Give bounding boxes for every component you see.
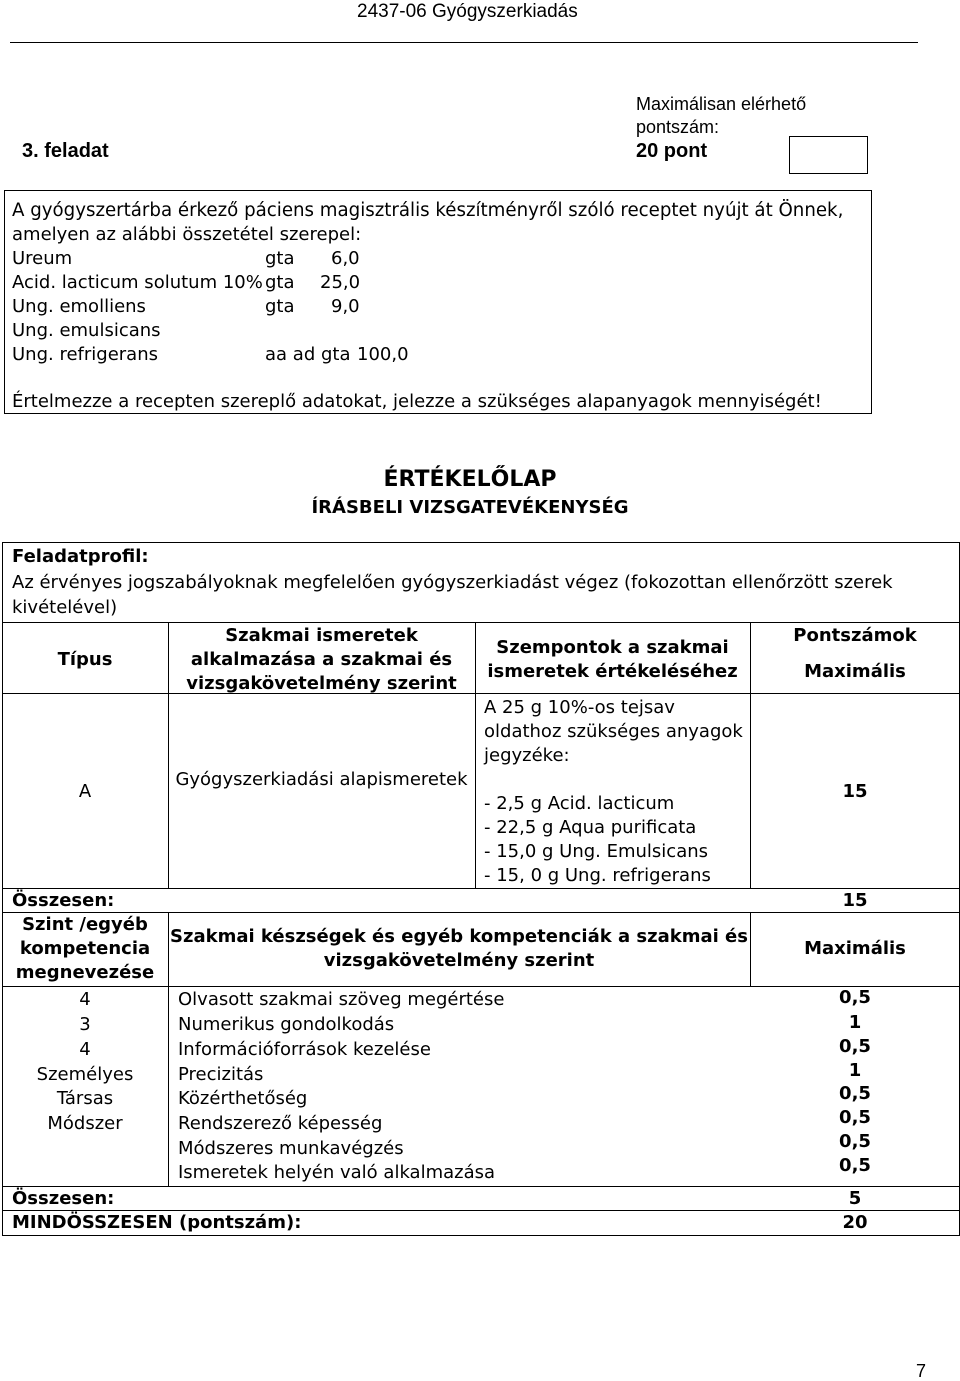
- prescription-intro-2: amelyen az alábbi összetétel szerepel:: [12, 224, 362, 245]
- grid-line: [2, 693, 960, 694]
- ingredient-name: Ureum: [12, 248, 73, 269]
- criteria-line: jegyzéke:: [484, 745, 570, 766]
- total-value: 20: [842, 1212, 868, 1233]
- ingredient-unit: aa ad gta: [265, 344, 351, 365]
- skill-name: Rendszerező képesség: [178, 1113, 383, 1134]
- skill-points: 0,5: [839, 1107, 871, 1128]
- skill-name: Olvasott szakmai szöveg megértése: [178, 989, 505, 1010]
- skill-points: 1: [848, 1012, 862, 1033]
- max-points-value: 20 pont: [636, 140, 708, 162]
- skill-points: 0,5: [839, 1155, 871, 1176]
- skill-name: Közérthetőség: [178, 1088, 308, 1109]
- ingredient-unit: gta: [265, 296, 295, 317]
- max-points-label-2: pontszám:: [636, 117, 720, 137]
- skill-name: Precizitás: [178, 1064, 264, 1085]
- criteria-line: oldathoz szükséges anyagok: [484, 721, 743, 742]
- sum2-label: Összesen:: [12, 1188, 115, 1209]
- skill-points: 0,5: [839, 1036, 871, 1057]
- ingredient-name: Ung. emulsicans: [12, 320, 161, 341]
- row-type: A: [78, 781, 92, 802]
- skills-head-mid: Szakmai készségek és egyéb kompetenciák a szakmai és: [170, 926, 748, 947]
- skill-name: Információforrások kezelése: [178, 1039, 431, 1060]
- ingredient-name: Acid. lacticum solutum 10%: [12, 272, 263, 293]
- skill-points: 0,5: [839, 1131, 871, 1152]
- ingredient-amount: 25,0: [320, 272, 361, 293]
- skill-name: Ismeretek helyén való alkalmazása: [178, 1162, 496, 1183]
- ingredient-name: Ung. emolliens: [12, 296, 146, 317]
- prescription-intro-1: A gyógyszertárba érkező páciens magisztrális készítményről szóló receptet nyújt át Önnek,: [12, 200, 844, 221]
- skill-level: 4: [79, 1039, 91, 1060]
- skill-level: 3: [79, 1014, 91, 1035]
- skill-name: Módszeres munkavégzés: [178, 1138, 404, 1159]
- ingredient-amount: 9,0: [331, 296, 360, 317]
- grid-line: [2, 622, 960, 623]
- skill-level: 4: [79, 989, 91, 1010]
- sum1-label: Összesen:: [12, 890, 115, 911]
- criteria-line: - 2,5 g Acid. lacticum: [484, 793, 675, 814]
- ingredient-amount: 100,0: [357, 344, 409, 365]
- score-input-box[interactable]: [789, 136, 868, 174]
- row-topic: Gyógyszerkiadási alapismeretek: [175, 769, 468, 790]
- skill-level: Személyes: [36, 1064, 134, 1085]
- sum1-value: 15: [842, 890, 868, 911]
- col-head-tipus: Típus: [57, 649, 113, 670]
- eval-title: ÉRTÉKELŐLAP: [383, 467, 557, 492]
- max-points-label-1: Maximálisan elérhető: [636, 94, 807, 114]
- criteria-line: A 25 g 10%-os tejsav: [484, 697, 675, 718]
- skill-points: 0,5: [839, 1083, 871, 1104]
- prescription-instruction: Értelmezze a recepten szereplő adatokat, jelezze a szükséges alapanyagok mennyiségét!: [12, 391, 822, 412]
- ingredient-amount: 6,0: [331, 248, 360, 269]
- skill-level: Társas: [56, 1088, 114, 1109]
- skill-points: 0,5: [839, 987, 871, 1008]
- skills-head-mid: vizsgakövetelmény szerint: [323, 950, 595, 971]
- profile-text-2: kivételével): [12, 597, 118, 618]
- skills-head-level: megnevezése: [15, 962, 155, 983]
- col-head-maximalis: Maximális: [804, 661, 906, 682]
- col-head-pontszamok: Pontszámok: [793, 625, 917, 646]
- sum2-value: 5: [848, 1188, 862, 1209]
- header-rule: [10, 42, 918, 43]
- criteria-line: - 15,0 g Ung. Emulsicans: [484, 841, 709, 862]
- eval-subtitle: ÍRÁSBELI VIZSGATEVÉKENYSÉG: [311, 497, 629, 518]
- col-head-szakmai: vizsgakövetelmény szerint: [186, 673, 457, 694]
- ingredient-unit: gta: [265, 248, 295, 269]
- ingredient-name: Ung. refrigerans: [12, 344, 158, 365]
- skill-name: Numerikus gondolkodás: [178, 1014, 395, 1035]
- skill-points: 1: [848, 1060, 862, 1081]
- skills-head-level: kompetencia: [19, 938, 151, 959]
- col-head-szempont: ismeretek értékeléséhez: [487, 661, 738, 682]
- page-header-title: 2437-06 Gyógyszerkiadás: [357, 1, 578, 22]
- skills-head-level: Szint /egyéb: [22, 914, 148, 935]
- total-label: MINDÖSSZESEN (pontszám):: [12, 1212, 302, 1233]
- row-points: 15: [842, 781, 868, 802]
- ingredient-unit: gta: [265, 272, 295, 293]
- criteria-line: - 22,5 g Aqua purificata: [484, 817, 697, 838]
- col-head-szakmai: Szakmai ismeretek: [225, 625, 418, 646]
- col-head-szakmai: alkalmazása a szakmai és: [190, 649, 453, 670]
- criteria-line: - 15, 0 g Ung. refrigerans: [484, 865, 711, 886]
- skill-level: Módszer: [47, 1113, 123, 1134]
- skills-head-max: Maximális: [804, 938, 906, 959]
- page-number: 7: [916, 1361, 927, 1381]
- col-head-szempont: Szempontok a szakmai: [496, 637, 729, 658]
- task-label: 3. feladat: [22, 140, 109, 162]
- profile-text-1: Az érvényes jogszabályoknak megfelelően gyógyszerkiadást végez (fokozottan ellenőrzött szerek: [12, 572, 893, 593]
- profile-label: Feladatprofil:: [12, 546, 149, 567]
